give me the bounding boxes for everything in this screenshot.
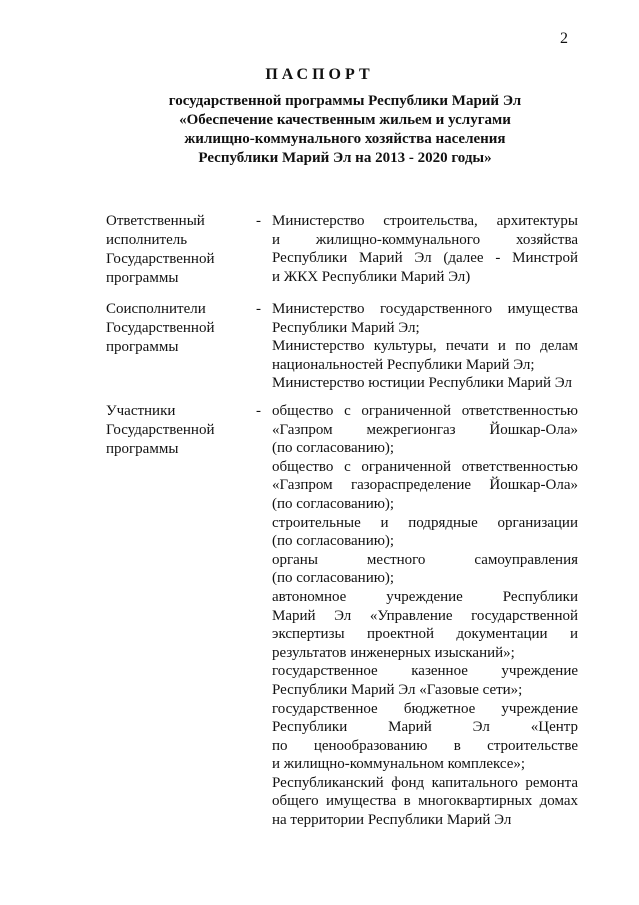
row-label-line: исполнитель	[106, 232, 188, 248]
row-label-line: программы	[106, 339, 179, 355]
content-line: на территории Республики Марий Эл	[272, 812, 512, 829]
row-content	[272, 212, 578, 286]
row-label-line: Соисполнители	[106, 301, 206, 317]
content-line: и жилищно-коммунального хозяйства	[272, 231, 578, 248]
content-line: Республиканский фонд капитального ремонта	[272, 774, 578, 791]
content-line: государственное бюджетное учреждение	[272, 700, 578, 717]
row-dash: -	[256, 403, 261, 419]
content-line: по ценообразованию в строительстве	[272, 737, 578, 754]
row-dash: -	[256, 301, 261, 317]
subtitle-line: государственной программы Республики Марий Эл	[168, 93, 522, 109]
row-content	[272, 402, 578, 830]
content-line: «Газпром межрегионгаз Йошкар-Ола»	[272, 421, 578, 438]
row-label-line: Государственной	[106, 422, 215, 438]
content-line: «Газпром газораспределение Йошкар-Ола»	[272, 477, 578, 494]
content-line: Министерство юстиции Республики Марий Эл	[272, 375, 572, 392]
content-line: Республики Марий Эл «Газовые сети»;	[272, 681, 523, 698]
row-label	[106, 212, 256, 288]
document-subtitle	[110, 92, 580, 168]
content-line: и жилищно-коммунальном комплексе»;	[272, 756, 526, 773]
row-label-line: программы	[106, 441, 179, 457]
content-line: Республики Марий Эл «Центр	[272, 719, 578, 736]
row-label	[106, 300, 256, 357]
content-line: Министерство строительства, архитектуры	[272, 213, 578, 229]
content-line: органы местного самоуправления	[272, 551, 578, 568]
page-number: 2	[560, 30, 568, 47]
content-line: и ЖКХ Республики Марий Эл)	[272, 268, 471, 285]
content-line: (по согласованию);	[272, 495, 395, 512]
content-line: Марий Эл «Управление государственной	[272, 607, 578, 624]
content-line: результатов инженерных изысканий»;	[272, 644, 515, 661]
subtitle-line: Республики Марий Эл на 2013 - 2020 годы»	[198, 150, 492, 166]
content-line: государственное казенное учреждение	[272, 663, 578, 680]
content-line: (по согласованию);	[272, 570, 395, 587]
row-label-line: Государственной	[106, 320, 215, 336]
content-line: национальностей Республики Марий Эл;	[272, 356, 535, 373]
row-label	[106, 402, 256, 459]
content-line: общество с ограниченной ответственностью	[272, 403, 578, 419]
document-title: ПАСПОРТ	[265, 66, 374, 83]
content-line: Министерство государственного имущества	[272, 301, 578, 317]
content-line: общество с ограниченной ответственностью	[272, 458, 578, 475]
content-line: Республики Марий Эл;	[272, 319, 420, 336]
row-label-line: Ответственный	[106, 213, 205, 229]
row-label-line: Участники	[106, 403, 176, 419]
content-line: экспертизы проектной документации и	[272, 626, 578, 643]
subtitle-line: жилищно-коммунального хозяйства населения	[184, 131, 506, 147]
content-line: общего имущества в многоквартирных домах	[272, 793, 578, 810]
content-line: (по согласованию);	[272, 533, 395, 550]
content-line: (по согласованию);	[272, 440, 395, 457]
row-label-line: Государственной	[106, 251, 215, 267]
row-dash: -	[256, 213, 261, 229]
row-content	[272, 300, 578, 393]
content-line: автономное учреждение Республики	[272, 588, 578, 605]
content-line: Министерство культуры, печати и по делам	[272, 338, 578, 355]
row-label-line: программы	[106, 270, 179, 286]
subtitle-line: «Обеспечение качественным жильем и услугами	[179, 112, 511, 128]
content-line: Республики Марий Эл (далее - Минстрой	[272, 250, 578, 267]
content-line: строительные и подрядные организации	[272, 514, 578, 531]
